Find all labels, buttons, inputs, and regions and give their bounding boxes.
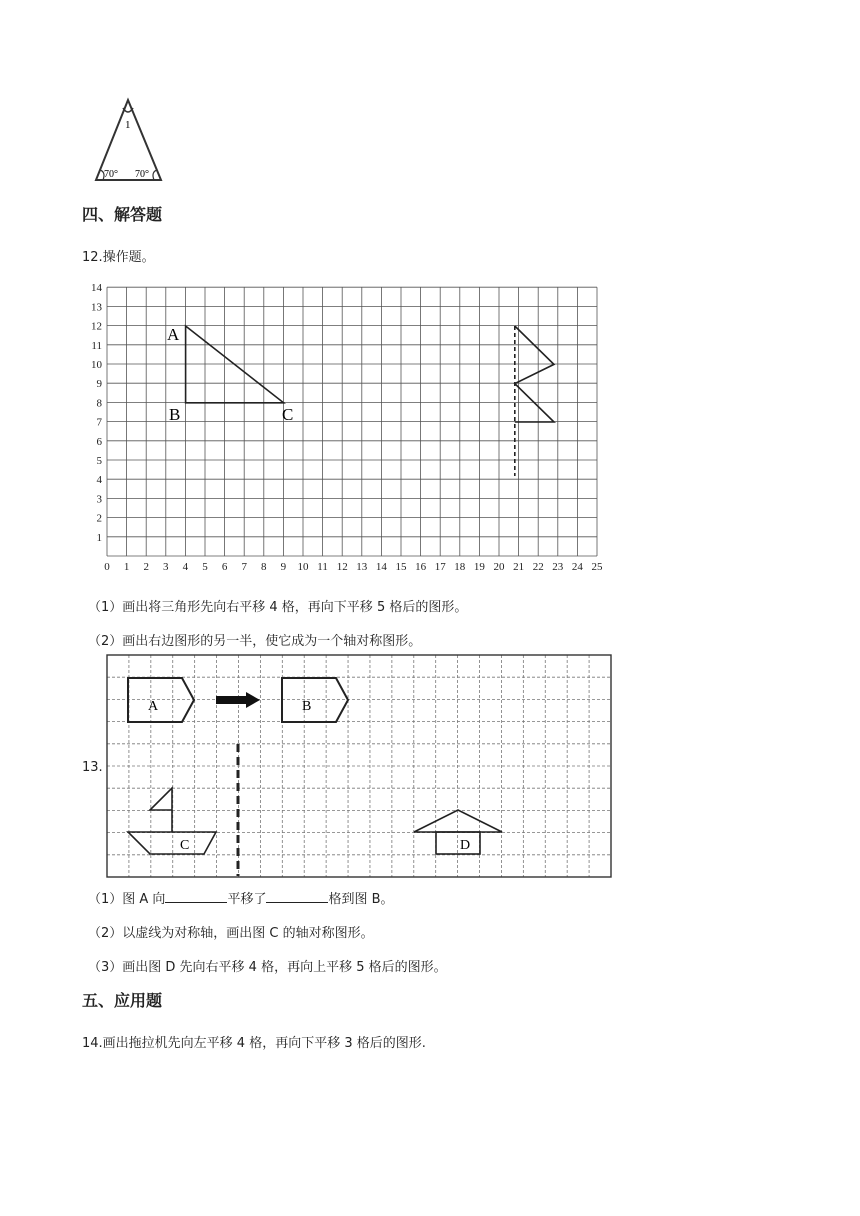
y-tick-label: 1 (96, 531, 102, 544)
x-tick-label: 7 (241, 561, 247, 573)
x-tick-label: 14 (375, 561, 387, 573)
x-tick-label: 1 (123, 561, 130, 573)
q12-y-tick-labels (91, 282, 103, 544)
x-tick-label: 12 (336, 561, 348, 573)
shape-a (128, 678, 194, 722)
q12-coordinate-grid (82, 278, 612, 576)
x-tick-label: 2 (143, 561, 149, 573)
y-tick-label: 7 (96, 416, 102, 429)
y-tick-label: 9 (96, 378, 102, 391)
shape-c-label: C (180, 838, 190, 853)
point-c-label: C (282, 405, 294, 424)
x-tick-label: 4 (182, 561, 189, 573)
y-tick-label: 8 (96, 397, 102, 410)
section-5-title: 五、应用题 (82, 991, 163, 1010)
y-tick-label: 6 (96, 435, 102, 448)
x-tick-label: 17 (434, 561, 446, 573)
y-tick-label: 13 (91, 301, 102, 314)
y-tick-label: 3 (96, 493, 102, 506)
shape-c-sail (150, 788, 172, 810)
half-shape (515, 326, 554, 422)
x-tick-label: 5 (202, 561, 208, 573)
translation-arrow (216, 692, 260, 708)
x-tick-label: 25 (591, 561, 603, 573)
x-tick-label: 13 (356, 561, 368, 573)
point-a-label: A (167, 325, 180, 344)
q12-sub-1: （1）画出将三角形先向右平移 4 格，再向下平移 5 格后的图形。 (88, 600, 468, 615)
y-tick-label: 14 (91, 282, 102, 295)
x-tick-label: 15 (395, 561, 407, 573)
point-b-label: B (169, 405, 181, 424)
x-tick-label: 23 (552, 561, 564, 573)
q13-sub-1: （1）图 A 向 平移了 格到图 B。 (88, 892, 394, 907)
x-tick-label: 20 (493, 561, 505, 573)
x-tick-label: 21 (513, 561, 525, 573)
x-tick-label: 3 (163, 561, 169, 573)
question-13-number: 13. (82, 760, 103, 775)
right-angle-label: 70° (135, 169, 149, 180)
x-tick-label: 6 (221, 561, 228, 573)
q13-sub-2: （2）以虚线为对称轴，画出图 C 的轴对称图形。 (88, 926, 374, 941)
x-tick-label: 0 (104, 561, 110, 573)
direction-blank[interactable] (165, 890, 227, 903)
left-angle-label: 70° (104, 169, 118, 180)
distance-blank[interactable] (266, 890, 328, 903)
question-12-title: 12.操作题。 (82, 250, 155, 265)
y-tick-label: 4 (96, 474, 102, 487)
x-tick-label: 8 (261, 561, 267, 573)
q12-x-tick-labels (104, 561, 603, 573)
x-tick-label: 24 (571, 561, 583, 573)
shape-b (282, 678, 348, 722)
q13-sub-3: （3）画出图 D 先向右平移 4 格，再向上平移 5 格后的图形。 (88, 960, 447, 975)
shape-b-label: B (302, 699, 312, 714)
question-14-text: 14.画出拖拉机先向左平移 4 格，再向下平移 3 格后的图形. (82, 1036, 426, 1051)
apex-angle-label: 1 (125, 119, 131, 131)
shape-c-boat (128, 832, 216, 854)
x-tick-label: 9 (280, 561, 287, 573)
y-tick-label: 5 (96, 455, 102, 467)
section-4-title: 四、解答题 (82, 205, 163, 224)
shape-d-label: D (460, 838, 471, 853)
triangle-figure (88, 94, 168, 186)
x-tick-label: 19 (473, 561, 485, 573)
x-tick-label: 10 (297, 561, 309, 573)
y-tick-label: 10 (91, 359, 102, 371)
x-tick-label: 22 (532, 561, 544, 573)
x-tick-label: 18 (454, 561, 466, 573)
y-tick-label: 12 (91, 320, 102, 333)
q12-sub-2: （2）画出右边图形的另一半，使它成为一个轴对称图形。 (88, 634, 422, 649)
x-tick-label: 11 (317, 561, 328, 573)
y-tick-label: 11 (91, 339, 102, 352)
x-tick-label: 16 (415, 561, 427, 573)
q13-dashed-grid (106, 654, 612, 878)
shape-a-label: A (148, 699, 159, 714)
y-tick-label: 2 (96, 512, 102, 525)
